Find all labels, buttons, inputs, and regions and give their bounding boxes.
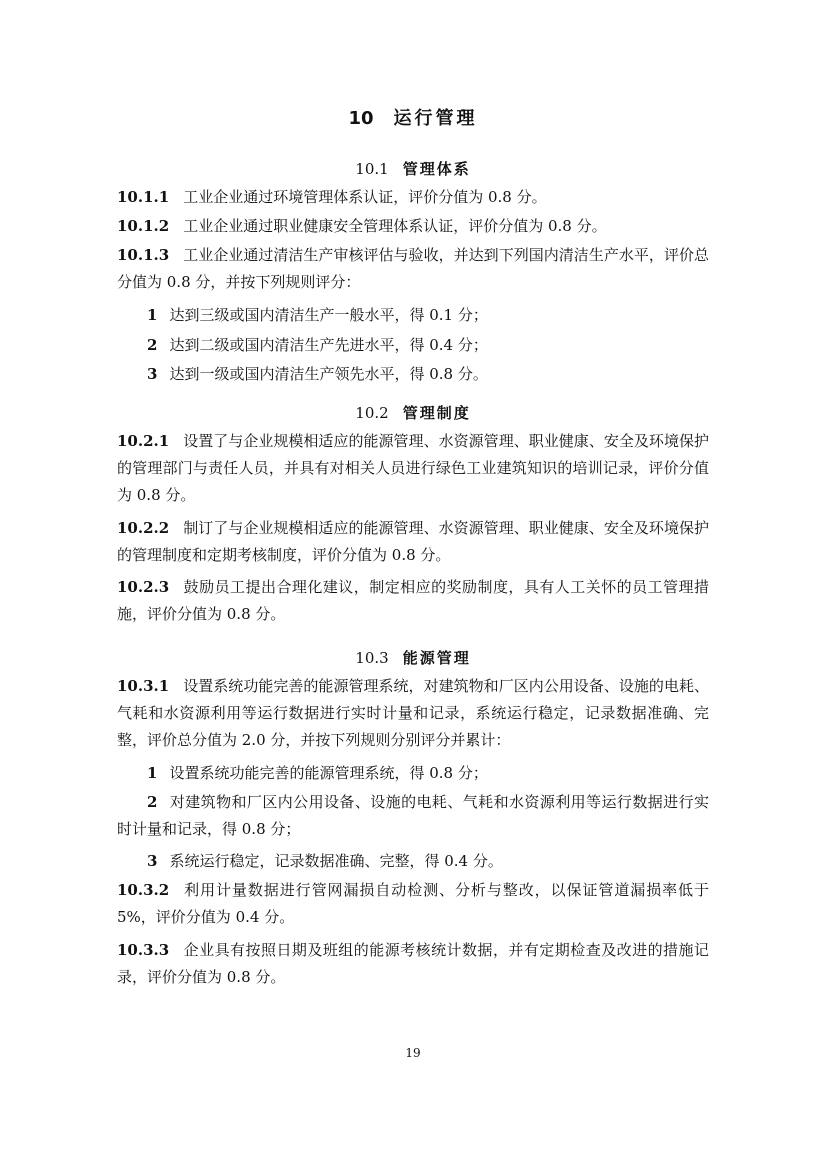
item-number: 1 xyxy=(147,306,158,324)
chapter-title-text: 运行管理 xyxy=(393,108,478,129)
item-number: 3 xyxy=(147,365,158,383)
item-number: 2 xyxy=(147,336,158,354)
item-text: 达到三级或国内清洁生产一般水平，得 0.1 分； xyxy=(169,306,488,324)
clause-10-1-2 xyxy=(117,213,709,240)
clause-text: 工业企业通过职业健康安全管理体系认证，评价分值为 0.8 分。 xyxy=(183,217,607,235)
list-item xyxy=(117,302,709,329)
list-item xyxy=(117,789,709,843)
clause-10-2-2 xyxy=(117,515,709,569)
item-number: 2 xyxy=(147,793,158,811)
section-number: 10.1 xyxy=(355,160,389,178)
clause-10-2-1 xyxy=(117,428,709,509)
clause-number: 10.1.1 xyxy=(117,188,170,206)
clause-number: 10.1.3 xyxy=(117,246,170,264)
clause-10-1-1 xyxy=(117,184,709,211)
clause-number: 10.2.1 xyxy=(117,432,170,450)
section-title-10-1 xyxy=(0,158,826,179)
clause-text: 鼓励员工提出合理化建议，制定相应的奖励制度，具有人工关怀的员工管理措施，评价分值为 0.8 分。 xyxy=(117,578,709,623)
clause-text: 设置了与企业规模相适应的能源管理、水资源管理、职业健康、安全及环境保护的管理部门与责任人员，并具有对相关人员进行绿色工业建筑知识的培训记录，评价分值为 0.8 分。 xyxy=(117,432,709,504)
clause-10-3-2 xyxy=(117,877,709,931)
item-text: 设置系统功能完善的能源管理系统，得 0.8 分； xyxy=(169,764,488,782)
clause-text: 工业企业通过清洁生产审核评估与验收，并达到下列国内清洁生产水平，评价总分值为 0.8 分，并按下列规则评分： xyxy=(117,246,709,291)
item-number: 1 xyxy=(147,764,158,782)
clause-10-2-3 xyxy=(117,574,709,628)
item-text: 对建筑物和厂区内公用设备、设施的电耗、气耗和水资源利用等运行数据进行实时计量和记录，得 0.8 分； xyxy=(117,793,709,838)
section-number: 10.2 xyxy=(355,404,389,422)
chapter-number: 10 xyxy=(348,108,374,129)
list-item xyxy=(117,361,709,388)
clause-number: 10.3.3 xyxy=(117,941,170,959)
section-title-text: 管理体系 xyxy=(402,160,471,178)
section-number: 10.3 xyxy=(355,649,389,667)
section-title-10-3 xyxy=(0,647,826,668)
clause-text: 利用计量数据进行管网漏损自动检测、分析与整改，以保证管道漏损率低于 5%，评价分值为 0.4 分。 xyxy=(117,881,709,926)
item-number: 3 xyxy=(147,852,158,870)
list-item xyxy=(117,848,709,875)
clause-text: 企业具有按照日期及班组的能源考核统计数据，并有定期检查及改进的措施记录，评价分值为 0.8 分。 xyxy=(117,941,709,986)
clause-number: 10.3.2 xyxy=(117,881,170,899)
clause-text: 设置系统功能完善的能源管理系统，对建筑物和厂区内公用设备、设施的电耗、气耗和水资源利用等运行数据进行实时计量和记录，系统运行稳定，记录数据准确、完整，评价总分值为 2.0 分，并按下列规则分别评分并累计： xyxy=(117,677,709,749)
clause-number: 10.2.2 xyxy=(117,519,170,537)
list-item xyxy=(117,760,709,787)
section-title-text: 能源管理 xyxy=(402,649,471,667)
item-text: 系统运行稳定，记录数据准确、完整，得 0.4 分。 xyxy=(169,852,503,870)
list-item xyxy=(117,332,709,359)
clause-10-1-3 xyxy=(117,242,709,296)
section-title-10-2 xyxy=(0,402,826,423)
section-title-text: 管理制度 xyxy=(402,404,471,422)
clause-number: 10.2.3 xyxy=(117,578,170,596)
clause-text: 工业企业通过环境管理体系认证，评价分值为 0.8 分。 xyxy=(183,188,547,206)
clause-10-3-3 xyxy=(117,937,709,991)
clause-text: 制订了与企业规模相适应的能源管理、水资源管理、职业健康、安全及环境保护的管理制度和定期考核制度，评价分值为 0.8 分。 xyxy=(117,519,709,564)
clause-number: 10.1.2 xyxy=(117,217,170,235)
clause-10-3-1 xyxy=(117,673,709,754)
item-text: 达到一级或国内清洁生产领先水平，得 0.8 分。 xyxy=(169,365,488,383)
item-text: 达到二级或国内清洁生产先进水平，得 0.4 分； xyxy=(169,336,488,354)
clause-number: 10.3.1 xyxy=(117,677,170,695)
chapter-title xyxy=(0,104,826,130)
page-number: 19 xyxy=(405,1046,421,1060)
